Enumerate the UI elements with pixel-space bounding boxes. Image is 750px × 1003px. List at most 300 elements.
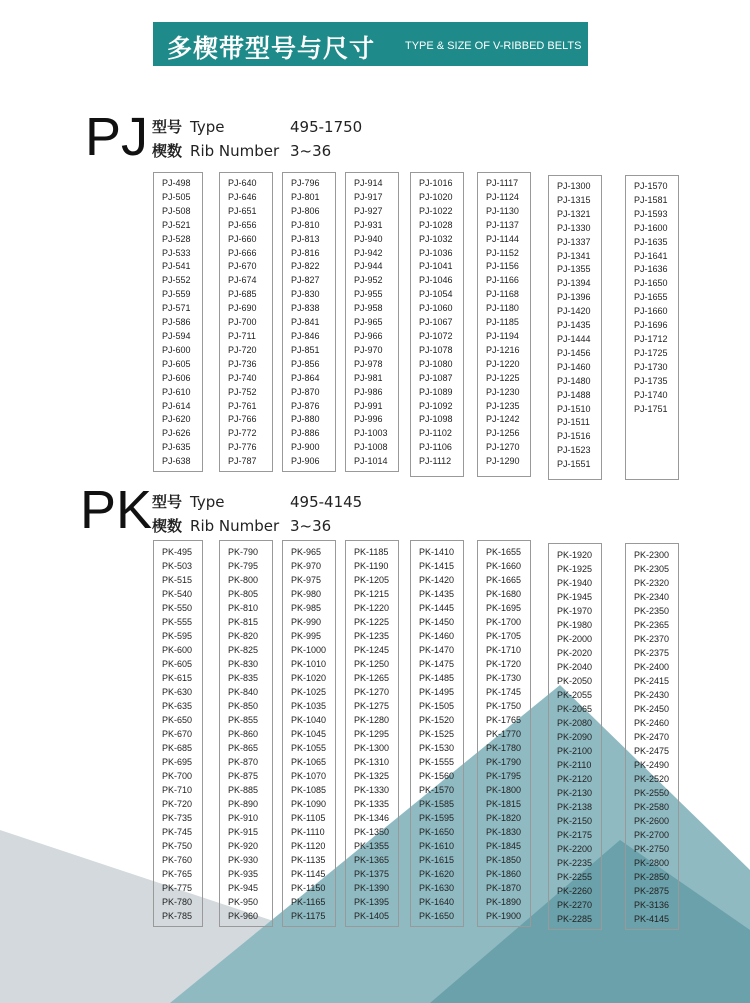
pk-model-item: PK-855: [228, 715, 259, 725]
pk-model-item: PK-965: [291, 547, 322, 557]
pj-model-item: PJ-856: [291, 358, 320, 369]
pk-model-item: PK-1850: [486, 855, 522, 865]
pj-model-item: PJ-1510: [557, 403, 591, 414]
pk-model-item: PK-1470: [419, 645, 455, 655]
pk-model-item: PK-1820: [486, 813, 522, 823]
pk-model-item: PK-1025: [291, 687, 327, 697]
pj-model-item: PJ-541: [162, 261, 191, 272]
pj-model-item: PJ-1420: [557, 306, 591, 317]
pk-model-item: PK-1110: [291, 827, 325, 837]
pk-model-item: PK-1505: [419, 701, 455, 711]
pk-model-item: PK-2055: [557, 690, 593, 700]
pk-model-item: PK-1555: [419, 757, 455, 767]
pj-model-item: PJ-1054: [419, 289, 453, 300]
pk-model-item: PK-1365: [354, 855, 390, 865]
pj-model-item: PJ-640: [228, 178, 257, 188]
pk-model-item: PK-1890: [486, 897, 522, 907]
pk-model-item: PK-1390: [354, 883, 390, 893]
pk-model-item: PK-1475: [419, 659, 455, 669]
pk-model-item: PK-980: [291, 589, 322, 599]
pj-model-item: PJ-571: [162, 303, 191, 314]
pj-model-item: PJ-740: [228, 372, 257, 383]
pk-model-item: PK-2340: [634, 592, 670, 602]
pk-model-item: PK-1570: [419, 785, 455, 795]
pj-model-item: PJ-1337: [557, 236, 591, 247]
pj-model-item: PJ-830: [291, 289, 320, 300]
pk-model-item: PK-1135: [291, 855, 326, 865]
pj-model-item: PJ-600: [162, 344, 191, 355]
pk-model-item: PK-1330: [354, 785, 390, 795]
pj-model-item: PJ-674: [228, 275, 257, 286]
pj-model-item: PJ-505: [162, 191, 191, 202]
pk-model-item: PK-600: [162, 645, 193, 655]
pk-model-item: PK-1665: [486, 575, 522, 585]
pj-model-item: PJ-876: [291, 400, 320, 411]
pj-model-item: PJ-886: [291, 428, 320, 439]
pk-column-3: [282, 540, 336, 927]
pk-model-item: PK-1185: [354, 547, 389, 557]
pk-model-item: PK-1485: [419, 673, 455, 683]
pj-model-item: PJ-1581: [634, 194, 668, 205]
pj-model-item: PJ-796: [291, 178, 320, 188]
pk-model-item: PK-875: [228, 771, 259, 781]
pk-model-item: PK-1940: [557, 578, 593, 588]
pj-column-4: [345, 172, 399, 472]
pk-model-item: PK-1700: [486, 617, 522, 627]
pk-column-1: [153, 540, 203, 927]
pk-model-item: PK-1980: [557, 620, 593, 630]
pk-model-item: PK-835: [228, 673, 259, 683]
pk-model-item: PK-820: [228, 631, 259, 641]
pj-model-item: PJ-1435: [557, 320, 591, 331]
pj-model-item: PJ-736: [228, 358, 257, 369]
pk-model-item: PK-1035: [291, 701, 327, 711]
pk-model-item: PK-960: [228, 911, 259, 921]
pk-model-item: PK-1845: [486, 841, 522, 851]
pj-model-item: PJ-1156: [486, 261, 519, 272]
pj-model-item: PJ-1014: [354, 456, 388, 467]
pk-model-item: PK-1800: [486, 785, 522, 795]
pj-model-item: PJ-761: [228, 400, 257, 411]
pj-model-item: PJ-1230: [486, 386, 520, 397]
pk-model-item: PK-2200: [557, 844, 593, 854]
pj-model-item: PJ-1144: [486, 233, 519, 244]
pj-model-item: PJ-711: [228, 330, 256, 341]
pk-column-7: [548, 543, 602, 930]
pk-model-item: PK-540: [162, 589, 193, 599]
pk-model-item: PK-2090: [557, 732, 593, 742]
pj-model-item: PJ-940: [354, 233, 383, 244]
pj-model-item: PJ-533: [162, 247, 191, 258]
pk-model-item: PK-975: [291, 575, 322, 585]
pk-model-item: PK-1710: [486, 645, 522, 655]
pk-model-item: PK-2175: [557, 830, 593, 840]
pk-model-item: PK-910: [228, 813, 259, 823]
pk-model-item: PK-930: [228, 855, 259, 865]
pj-type-en: Type: [190, 118, 225, 136]
pk-model-item: PK-1750: [486, 701, 522, 711]
pk-model-item: PK-1795: [486, 771, 522, 781]
pj-model-item: PJ-1036: [419, 247, 453, 258]
pk-model-item: PK-990: [291, 617, 322, 627]
pj-model-item: PJ-846: [291, 330, 320, 341]
pj-model-item: PJ-1072: [419, 330, 453, 341]
pk-rib-en: Rib Number: [190, 517, 280, 535]
pj-model-item: PJ-670: [228, 261, 257, 272]
pj-model-item: PJ-906: [291, 456, 320, 467]
pj-model-item: PJ-1137: [486, 219, 519, 230]
pk-type-line: [152, 491, 224, 512]
pk-model-item: PK-2138: [557, 802, 593, 812]
pk-model-item: PK-1325: [354, 771, 390, 781]
pk-model-item: PK-860: [228, 729, 259, 739]
pj-model-item: PJ-1185: [486, 317, 519, 328]
pk-model-item: PK-1830: [486, 827, 522, 837]
pj-model-item: PJ-1216: [486, 344, 520, 355]
pk-model-item: PK-495: [162, 547, 193, 557]
pj-model-item: PJ-1194: [486, 330, 519, 341]
pj-model-item: PJ-1641: [634, 250, 668, 261]
pk-model-item: PK-1650: [419, 911, 455, 921]
pk-model-item: PK-1270: [354, 687, 390, 697]
pj-model-item: PJ-660: [228, 233, 257, 244]
pk-model-item: PK-1010: [291, 659, 327, 669]
pj-model-item: PJ-1092: [419, 400, 453, 411]
pj-model-item: PJ-1130: [486, 205, 519, 216]
pj-model-item: PJ-606: [162, 372, 191, 383]
header-banner: [153, 22, 588, 66]
pj-model-item: PJ-965: [354, 317, 383, 328]
pk-model-item: PK-1265: [354, 673, 390, 683]
pk-model-item: PK-2520: [634, 774, 670, 784]
pk-model-item: PK-890: [228, 799, 259, 809]
pk-model-item: PK-865: [228, 743, 259, 753]
pj-model-item: PJ-638: [162, 456, 191, 467]
pj-model-item: PJ-1225: [486, 372, 520, 383]
pk-model-item: PK-1610: [419, 841, 455, 851]
pj-model-item: PJ-1593: [634, 208, 668, 219]
pk-model-item: PK-503: [162, 561, 193, 571]
pj-model-item: PJ-1635: [634, 236, 668, 247]
pj-model-item: PJ-752: [228, 386, 257, 397]
pk-model-item: PK-1090: [291, 799, 327, 809]
pk-model-item: PK-1350: [354, 827, 390, 837]
pk-model-item: PK-2040: [557, 662, 593, 672]
pk-model-item: PK-1630: [419, 883, 455, 893]
pk-model-item: PK-1640: [419, 897, 455, 907]
pj-model-item: PJ-1551: [557, 459, 591, 470]
pj-model-item: PJ-1751: [634, 403, 668, 414]
pk-model-item: PK-2000: [557, 634, 593, 644]
pj-model-item: PJ-966: [354, 330, 383, 341]
pk-model-item: PK-1150: [291, 883, 326, 893]
pk-model-item: PK-1560: [419, 771, 455, 781]
pj-model-item: PJ-776: [228, 442, 257, 453]
pk-model-item: PK-1310: [354, 757, 390, 767]
pk-model-item: PK-1335: [354, 799, 390, 809]
pk-model-item: PK-2550: [634, 788, 670, 798]
pk-column-6: [477, 540, 531, 927]
pj-model-item: PJ-690: [228, 303, 257, 314]
pj-model-item: PJ-1124: [486, 191, 519, 202]
pk-model-item: PK-2300: [634, 550, 670, 560]
pj-model-item: PJ-1516: [557, 431, 591, 442]
pj-model-item: PJ-1067: [419, 317, 453, 328]
pk-model-item: PK-1040: [291, 715, 327, 725]
pk-model-item: PK-2580: [634, 802, 670, 812]
pk-model-item: PK-2320: [634, 578, 670, 588]
pk-model-item: PK-795: [228, 561, 259, 571]
pj-model-item: PJ-1396: [557, 292, 591, 303]
pj-model-item: PJ-1022: [419, 205, 453, 216]
pk-model-item: PK-2875: [634, 886, 670, 896]
pk-column-5: [410, 540, 464, 927]
pk-model-item: PK-1190: [354, 561, 389, 571]
pk-model-item: PK-4145: [634, 914, 670, 924]
pk-model-item: PK-2065: [557, 704, 593, 714]
pk-model-item: PK-970: [291, 561, 322, 571]
pk-model-item: PK-1460: [419, 631, 455, 641]
pj-rib-line: [152, 140, 279, 161]
pk-column-8: [625, 543, 679, 930]
pj-model-item: PJ-900: [291, 442, 320, 453]
pk-model-item: PK-1000: [291, 645, 327, 655]
pj-model-item: PJ-1511: [557, 417, 590, 428]
pj-model-item: PJ-1290: [486, 456, 520, 467]
pj-type-value: 495-1750: [290, 118, 363, 136]
pk-model-item: PK-2365: [634, 620, 670, 630]
pj-model-item: PJ-1098: [419, 414, 453, 425]
pk-model-item: PK-2490: [634, 760, 670, 770]
pk-model-item: PK-555: [162, 617, 193, 627]
pk-model-item: PK-2750: [634, 844, 670, 854]
pk-column-4: [345, 540, 399, 927]
pk-model-item: PK-2800: [634, 858, 670, 868]
pj-column-1: [153, 172, 203, 472]
pk-model-item: PK-1620: [419, 869, 455, 879]
pj-model-item: PJ-1725: [634, 347, 668, 358]
pk-model-item: PK-745: [162, 827, 193, 837]
pk-model-item: PK-2285: [557, 914, 593, 924]
pk-model-item: PK-840: [228, 687, 259, 697]
pk-model-item: PK-1065: [291, 757, 327, 767]
pk-model-item: PK-1165: [291, 897, 326, 907]
pk-model-item: PK-1085: [291, 785, 327, 795]
header-title-en: TYPE & SIZE OF V-RIBBED BELTS: [405, 40, 582, 52]
pk-model-item: PK-720: [162, 799, 193, 809]
pk-model-item: PK-635: [162, 701, 193, 711]
pj-model-item: PJ-1655: [634, 292, 668, 303]
pk-model-item: PK-815: [228, 617, 259, 627]
pk-model-item: PK-805: [228, 589, 259, 599]
pj-model-item: PJ-816: [291, 247, 320, 258]
pk-model-item: PK-2415: [634, 676, 670, 686]
pj-model-item: PJ-1650: [634, 278, 668, 289]
pk-model-item: PK-1525: [419, 729, 455, 739]
pj-model-item: PJ-914: [354, 178, 383, 188]
pj-model-item: PJ-927: [354, 205, 383, 216]
header-title-cn: 多楔带型号与尺寸: [167, 34, 376, 63]
pj-model-item: PJ-1355: [557, 264, 591, 275]
pk-model-item: PK-790: [228, 547, 259, 557]
pk-model-item: PK-945: [228, 883, 259, 893]
pk-model-item: PK-1705: [486, 631, 522, 641]
pk-model-item: PK-885: [228, 785, 259, 795]
pj-model-item: PJ-1166: [486, 275, 519, 286]
pj-model-item: PJ-1106: [419, 442, 452, 453]
pk-model-item: PK-765: [162, 869, 193, 879]
pk-model-item: PK-2020: [557, 648, 593, 658]
pk-model-item: PK-2120: [557, 774, 593, 784]
pk-rib-cn: 楔数: [152, 517, 183, 535]
pk-model-item: PK-1045: [291, 729, 327, 739]
pj-model-item: PJ-981: [354, 372, 383, 383]
pk-model-item: PK-1346: [354, 813, 390, 823]
pj-model-item: PJ-1078: [419, 344, 453, 355]
pk-model-item: PK-1650: [419, 827, 455, 837]
pj-model-item: PJ-559: [162, 289, 191, 300]
pk-model-item: PK-1765: [486, 715, 522, 725]
pk-type-cn: 型号: [152, 493, 183, 511]
pk-model-item: PK-1220: [354, 603, 390, 613]
pk-model-item: PK-750: [162, 841, 193, 851]
pk-model-item: PK-2130: [557, 788, 593, 798]
pj-column-5: [410, 172, 464, 477]
pj-model-item: PJ-996: [354, 414, 383, 425]
pj-model-item: PJ-528: [162, 233, 191, 244]
pk-model-item: PK-615: [162, 673, 193, 683]
pk-model-item: PK-1900: [486, 911, 522, 921]
pj-model-item: PJ-772: [228, 428, 257, 439]
pk-model-item: PK-785: [162, 911, 193, 921]
pk-model-item: PK-630: [162, 687, 193, 697]
pk-model-item: PK-1815: [486, 799, 522, 809]
pk-model-item: PK-1790: [486, 757, 522, 767]
pj-model-item: PJ-594: [162, 330, 191, 341]
pk-model-item: PK-760: [162, 855, 193, 865]
pk-model-item: PK-1410: [419, 547, 455, 557]
pk-model-item: PK-1920: [557, 550, 593, 560]
pk-model-item: PK-870: [228, 757, 259, 767]
pj-model-item: PJ-685: [228, 289, 257, 300]
pk-model-item: PK-1970: [557, 606, 593, 616]
pk-model-item: PK-1520: [419, 715, 455, 725]
pk-model-item: PK-2700: [634, 830, 670, 840]
pk-model-item: PK-1945: [557, 592, 593, 602]
pj-model-item: PJ-1270: [486, 442, 520, 453]
pk-model-item: PK-1020: [291, 673, 327, 683]
pj-model-item: PJ-1102: [419, 428, 452, 439]
pk-model-item: PK-1235: [354, 631, 390, 641]
pk-model-item: PK-810: [228, 603, 259, 613]
pj-model-item: PJ-620: [162, 414, 191, 425]
pj-model-item: PJ-1570: [634, 181, 668, 191]
pk-model-item: PK-1720: [486, 659, 522, 669]
pj-model-item: PJ-955: [354, 289, 383, 300]
pk-model-item: PK-3136: [634, 900, 670, 910]
pj-model-item: PJ-952: [354, 275, 383, 286]
pk-model-item: PK-2470: [634, 732, 670, 742]
pj-model-item: PJ-787: [228, 456, 257, 467]
pj-model-item: PJ-666: [228, 247, 257, 258]
pj-model-item: PJ-1168: [486, 289, 519, 300]
pk-rib-value: 3~36: [290, 517, 332, 535]
pk-model-item: PK-710: [162, 785, 193, 795]
pj-model-item: PJ-766: [228, 414, 257, 425]
pj-model-item: PJ-917: [354, 191, 383, 202]
pk-model-item: PK-1595: [419, 813, 455, 823]
pj-model-item: PJ-656: [228, 219, 257, 230]
pj-model-item: PJ-986: [354, 386, 383, 397]
pj-model-item: PJ-651: [228, 205, 257, 216]
pj-model-item: PJ-801: [291, 191, 320, 202]
pk-model-item: PK-995: [291, 631, 322, 641]
pk-model-item: PK-1275: [354, 701, 390, 711]
pj-model-item: PJ-841: [291, 317, 320, 328]
pk-model-item: PK-915: [228, 827, 259, 837]
pj-model-item: PJ-1600: [634, 222, 668, 233]
pk-model-item: PK-1245: [354, 645, 390, 655]
pj-rib-cn: 楔数: [152, 142, 183, 160]
pk-model-item: PK-850: [228, 701, 259, 711]
pk-model-item: PK-950: [228, 897, 259, 907]
pj-model-item: PJ-646: [228, 191, 257, 202]
pj-model-item: PJ-810: [291, 219, 320, 230]
pj-rib-en: Rib Number: [190, 142, 280, 160]
pj-model-item: PJ-1321: [557, 208, 591, 219]
pj-model-item: PJ-958: [354, 303, 383, 314]
pk-model-item: PK-1145: [291, 869, 326, 879]
pj-model-item: PJ-1016: [419, 178, 453, 188]
pk-model-item: PK-1225: [354, 617, 390, 627]
pk-model-item: PK-1745: [486, 687, 522, 697]
pk-model-item: PK-920: [228, 841, 259, 851]
pj-column-7: [548, 175, 602, 480]
pj-model-item: PJ-931: [354, 219, 383, 230]
pk-model-item: PK-1405: [354, 911, 390, 921]
pj-model-item: PJ-1112: [419, 456, 452, 467]
pk-model-item: PK-1655: [486, 547, 522, 557]
pj-model-item: PJ-1341: [557, 250, 591, 261]
pj-model-item: PJ-1117: [486, 178, 519, 188]
pk-model-item: PK-1105: [291, 813, 326, 823]
pj-model-item: PJ-827: [291, 275, 320, 286]
pk-model-item: PK-1660: [486, 561, 522, 571]
pk-model-item: PK-2080: [557, 718, 593, 728]
pj-model-item: PJ-813: [291, 233, 320, 244]
pj-model-item: PJ-508: [162, 205, 191, 216]
pk-model-item: PK-2150: [557, 816, 593, 826]
pk-model-item: PK-550: [162, 603, 193, 613]
pk-model-item: PK-2110: [557, 760, 592, 770]
pj-model-item: PJ-1330: [557, 222, 591, 233]
pj-model-item: PJ-1444: [557, 333, 591, 344]
pj-model-item: PJ-1394: [557, 278, 591, 289]
pk-model-item: PK-1680: [486, 589, 522, 599]
pk-model-item: PK-605: [162, 659, 193, 669]
pj-model-item: PJ-1735: [634, 375, 668, 386]
pk-model-item: PK-1730: [486, 673, 522, 683]
pk-model-item: PK-1420: [419, 575, 455, 585]
pk-model-item: PK-2460: [634, 718, 670, 728]
pk-model-item: PK-1120: [291, 841, 326, 851]
pj-model-item: PJ-838: [291, 303, 320, 314]
pj-column-8: [625, 175, 679, 480]
pk-model-item: PK-1495: [419, 687, 455, 697]
pk-model-item: PK-1860: [486, 869, 522, 879]
pk-model-item: PK-2260: [557, 886, 593, 896]
pk-model-item: PK-1780: [486, 743, 522, 753]
